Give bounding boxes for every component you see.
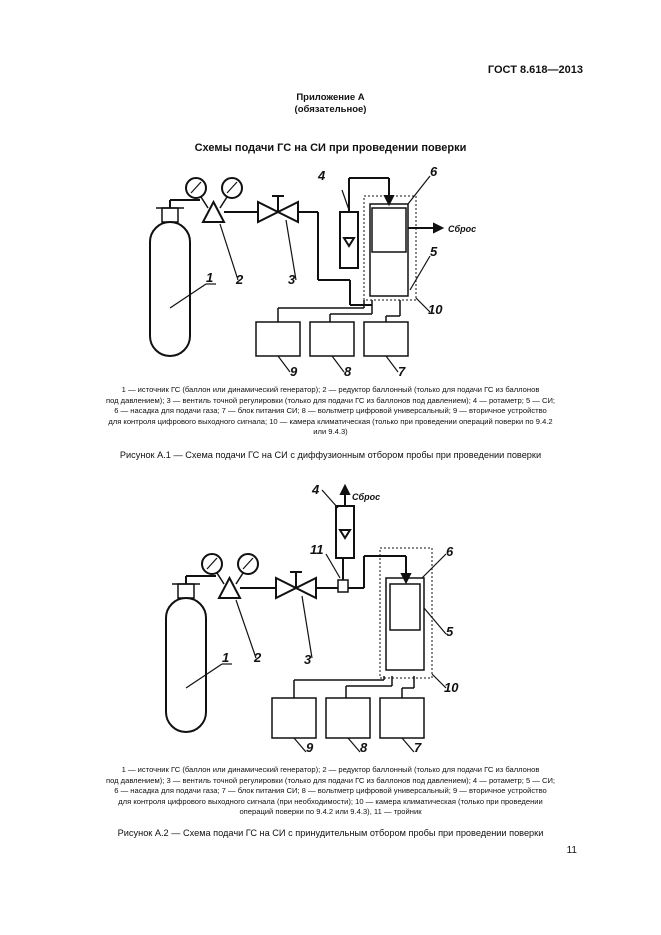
- callout-4: 4: [318, 168, 326, 183]
- needle-valve: [276, 572, 338, 598]
- rotameter: [340, 178, 393, 268]
- callout-2: 2: [236, 272, 244, 287]
- legend-line: операций поверки по 9.4.2 или 9.4.3), 11 — тройник: [239, 807, 422, 817]
- callout-2: 2: [254, 650, 262, 665]
- callout-1: 1: [222, 650, 230, 665]
- appendix-heading: [0, 92, 661, 116]
- voltmeter-box: [326, 698, 370, 738]
- figure-a1-caption: Рисунок А.1 — Схема подачи ГС на СИ с диффузионным отбором пробы при проведении поверки: [119, 450, 542, 460]
- callout-8: 8: [360, 740, 368, 755]
- gas-cylinder: [166, 576, 216, 732]
- legend-line: под давлением); 3 — вентиль точной регулировки (только для подачи ГС из баллонов под давлением); 4 — ротаметр; 5 — СИ;: [105, 395, 556, 405]
- section-title: Схемы подачи ГС на СИ при проведении поверки: [194, 142, 467, 154]
- secondary-device-box: [272, 698, 316, 738]
- legend-line: для контроля цифрового выходного сигнала (при необходимости); 10 — камера климатическая (только при проведении: [118, 796, 543, 806]
- callout-3: 3: [288, 272, 296, 287]
- legend-line: 1 — источник ГС (баллон или динамический генератор); 2 — редуктор баллонный (только для подачи ГС из баллонов: [121, 385, 540, 394]
- secondary-device-box: [256, 322, 300, 356]
- appendix-status: (обязательное): [294, 104, 367, 115]
- legend-line: или 9.4.3): [313, 427, 348, 437]
- callout-11: 11: [310, 542, 324, 557]
- callout-6: 6: [430, 164, 438, 179]
- voltmeter-box: [310, 322, 354, 356]
- legend-line: для контроля цифрового выходного сигнала; 10 — камера климатическая (только при проведении операций поверки по 9.4.2: [108, 416, 553, 426]
- callout-1: 1: [206, 270, 214, 285]
- needle-valve: [258, 196, 318, 222]
- callout-9: 9: [290, 364, 298, 379]
- callout-7: 7: [398, 364, 406, 379]
- figure-a1-legend: [0, 385, 661, 438]
- callout-10: 10: [444, 680, 459, 695]
- page-number: 11: [566, 845, 577, 856]
- callout-7: 7: [414, 740, 422, 755]
- gas-cylinder: [150, 200, 200, 356]
- appendix-title: Приложение А: [296, 92, 365, 103]
- legend-line: 6 — насадка для подачи газа; 7 — блок питания СИ; 8 — вольтметр цифровой универсальный; 9 — вторичное устройство: [114, 406, 547, 416]
- legend-line: 1 — источник ГС (баллон или динамический генератор); 2 — редуктор баллонный (только для подачи ГС из баллонов: [121, 765, 540, 774]
- callout-5: 5: [430, 244, 438, 259]
- document-header: ГОСТ 8.618—2013: [487, 64, 583, 76]
- figure-a2-legend: [0, 765, 661, 818]
- callout-6: 6: [446, 544, 454, 559]
- legend-line: 6 — насадка для подачи газа; 7 — блок питания СИ; 8 — вольтметр цифровой универсальный; 9 — вторичное устройство: [114, 786, 547, 796]
- measuring-instrument: [386, 578, 424, 670]
- power-supply-box: [380, 698, 424, 738]
- callout-5: 5: [446, 624, 454, 639]
- exhaust-label: Сброс: [448, 224, 477, 234]
- callout-3: 3: [304, 652, 312, 667]
- callout-4: 4: [312, 482, 320, 497]
- callout-8: 8: [344, 364, 352, 379]
- power-supply-box: [364, 322, 408, 356]
- legend-line: под давлением); 3 — вентиль точной регулировки (только для подачи ГС из баллонов под давлением); 4 — ротаметр; 5 — СИ;: [105, 775, 556, 785]
- figure-a2-diagram: [0, 478, 661, 758]
- callout-10: 10: [428, 302, 443, 317]
- callout-9: 9: [306, 740, 314, 755]
- exhaust-label: Сброс: [352, 492, 381, 502]
- figure-a2-caption: Рисунок А.2 — Схема подачи ГС на СИ с принудительным отбором пробы при проведении поверки: [117, 828, 544, 838]
- figure-a1-diagram: [0, 160, 661, 382]
